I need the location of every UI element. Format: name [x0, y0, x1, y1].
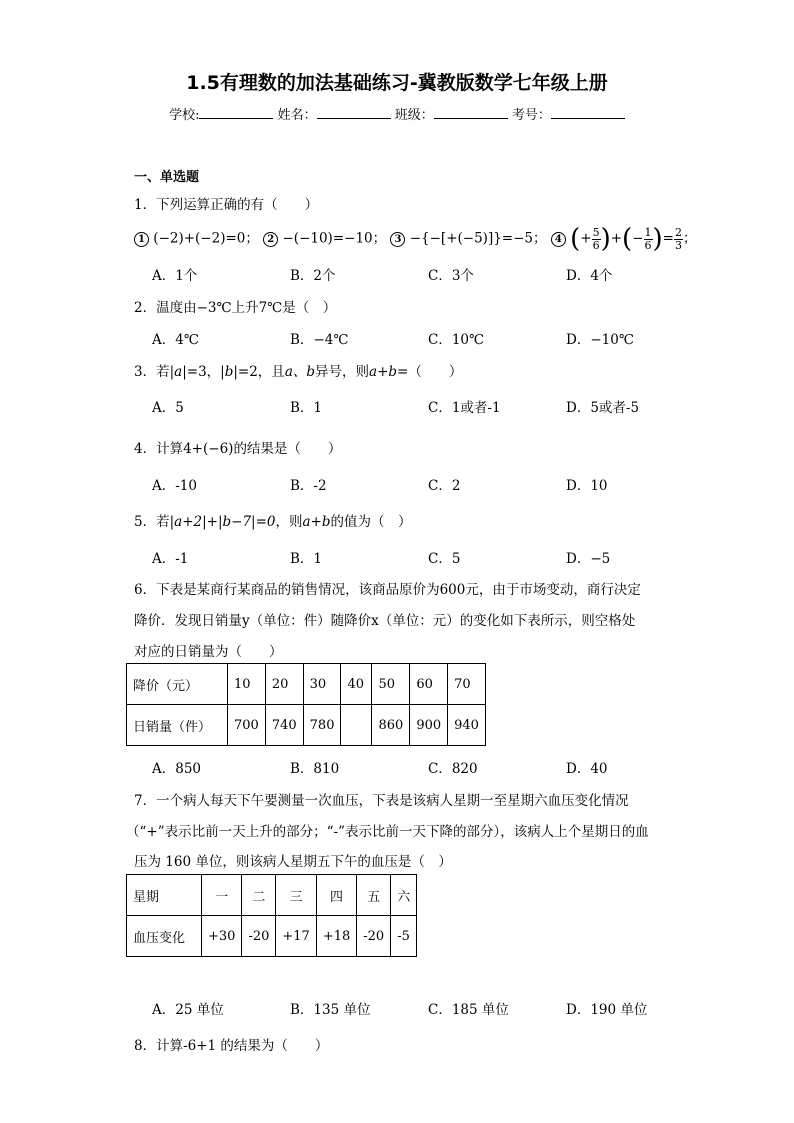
q3-options: [152, 396, 712, 416]
q1-item-3-marker: 3: [390, 232, 405, 247]
q1-option-b[interactable]: B．2个: [290, 268, 336, 284]
q7-line-1: 7．一个病人每天下午要测量一次血压，下表是该病人星期一至星期六血压变化情况: [134, 793, 629, 809]
number-label: 考号：: [511, 108, 551, 123]
q1-option-c[interactable]: C．3个: [428, 268, 474, 284]
class-blank: [434, 106, 508, 119]
q6-options: [152, 757, 712, 777]
q1-item-4-sign-a: +: [580, 230, 592, 247]
q1-item-4-marker: 4: [551, 232, 566, 247]
q2-option-a[interactable]: A．4℃: [152, 332, 199, 348]
q5-option-b[interactable]: B．1: [290, 551, 323, 567]
q5-option-c[interactable]: C．5: [428, 551, 461, 567]
q3-stem: 3．若|a|=3，|b|=2，且a、b异号，则a+b=（ ）: [134, 364, 463, 380]
q1-item-4-sign-b: −: [632, 230, 644, 247]
q7-option-a[interactable]: A．25 单位: [152, 1002, 224, 1018]
student-info-line: [0, 104, 794, 123]
q4-option-b[interactable]: B．-2: [290, 478, 327, 494]
q2-option-c[interactable]: C．10℃: [428, 332, 485, 348]
school-blank: [199, 106, 273, 119]
q7-option-b[interactable]: B．135 单位: [290, 1002, 371, 1018]
name-label: 姓名：: [277, 108, 317, 123]
q5-option-d[interactable]: D．−5: [566, 551, 611, 567]
q4-stem: 4．计算4+(−6)的结果是（ ）: [134, 441, 342, 457]
q7-options: [152, 998, 712, 1018]
q5-option-a[interactable]: A．-1: [152, 551, 189, 567]
q1-item-1-marker: 1: [134, 232, 149, 247]
q1-item-1-expr: (−2)+(−2)=0: [153, 230, 246, 247]
school-label: 学校:: [169, 108, 200, 123]
q1-fraction-b: $\frac{1}{6}$: [644, 225, 652, 252]
number-blank: [551, 106, 625, 119]
q6-option-b[interactable]: B．810: [290, 761, 340, 777]
q6-line-3: 对应的日销量为（ ）: [134, 644, 283, 660]
q4-options: [152, 474, 712, 494]
section-heading: 一、单选题: [134, 170, 200, 185]
q6-line-1: 6．下表是某商行某商品的销售情况，该商品原价为600元，由于市场变动，商行决定: [134, 582, 641, 598]
q1-stem: 1．下列运算正确的有（ ）: [134, 197, 319, 213]
q6-table: [126, 663, 486, 746]
q4-option-d[interactable]: D．10: [566, 478, 608, 494]
q7-table-row-change: 血压变化 +30 -20 +17 +18 -20 -5: [127, 916, 417, 957]
q3-option-b[interactable]: B．1: [290, 400, 323, 416]
q3-option-d[interactable]: D．5或者-5: [566, 400, 640, 416]
q6-table-row-sales: 日销量（件） 700 740 780 860 900 940: [127, 705, 486, 746]
q5-stem: 5．若|a+2|+|b−7|=0，则a+b的值为（ ）: [134, 514, 412, 530]
q3-option-a[interactable]: A．5: [152, 400, 184, 416]
q7-line-3: 压为 160 单位，则该病人星期五下午的血压是（ ）: [134, 854, 452, 870]
q7-table: [126, 874, 417, 957]
q2-option-b[interactable]: B．−4℃: [290, 332, 349, 348]
q8-stem: 8．计算-6+1 的结果为（ ）: [134, 1038, 329, 1054]
q7-line-2: （“+”表示比前一天上升的部分；“-”表示比前一天下降的部分），该病人上个星期日的血: [126, 824, 649, 840]
q7-option-d[interactable]: D．190 单位: [566, 1002, 648, 1018]
q6-option-a[interactable]: A．850: [152, 761, 202, 777]
q1-options: [152, 264, 712, 284]
q1-fraction-c: $\frac{2}{3}$: [674, 225, 682, 252]
q1-option-d[interactable]: D．4个: [566, 268, 613, 284]
q1-item-3-expr: −{−[+(−5)]}=−5: [409, 230, 534, 247]
q4-option-a[interactable]: A．-10: [152, 478, 197, 494]
q1-option-a[interactable]: A．1个: [152, 268, 198, 284]
q3-option-c[interactable]: C．1或者-1: [428, 400, 501, 416]
q6-table-row-price: 降价（元） 10 20 30 40 50 60 70: [127, 664, 486, 705]
q1-item-2-marker: 2: [263, 232, 278, 247]
name-blank: [317, 106, 391, 119]
q2-stem: 2．温度由−3℃上升7℃是（ ）: [134, 300, 337, 316]
class-label: 班级：: [394, 108, 434, 123]
q6-option-c[interactable]: C．820: [428, 761, 478, 777]
page-title: 1.5有理数的加法基础练习-冀教版数学七年级上册: [186, 72, 608, 94]
q7-option-c[interactable]: C．185 单位: [428, 1002, 509, 1018]
q5-options: [152, 547, 712, 567]
q4-option-c[interactable]: C．2: [428, 478, 461, 494]
q6-option-d[interactable]: D．40: [566, 761, 608, 777]
q7-table-row-weekday: 星期 一 二 三 四 五 六: [127, 875, 417, 916]
q1-expressions: 1 (−2)+(−2)=0； 2 −(−10)=−10； 3 −{−[+(−5)]}=−5； 4 (+ $\frac{5}{6}$ )+(− $\frac{1}{6}$ )= $\frac{2}{3}$ ；: [134, 224, 696, 254]
q1-fraction-a: $\frac{5}{6}$: [592, 225, 600, 252]
q6-line-2: 降价．发现日销量y（单位：件）随降价x（单位：元）的变化如下表所示，则空格处: [134, 613, 636, 629]
q2-option-d[interactable]: D．−10℃: [566, 332, 634, 348]
q2-options: [152, 328, 712, 348]
q1-item-2-expr: −(−10)=−10: [282, 230, 373, 247]
